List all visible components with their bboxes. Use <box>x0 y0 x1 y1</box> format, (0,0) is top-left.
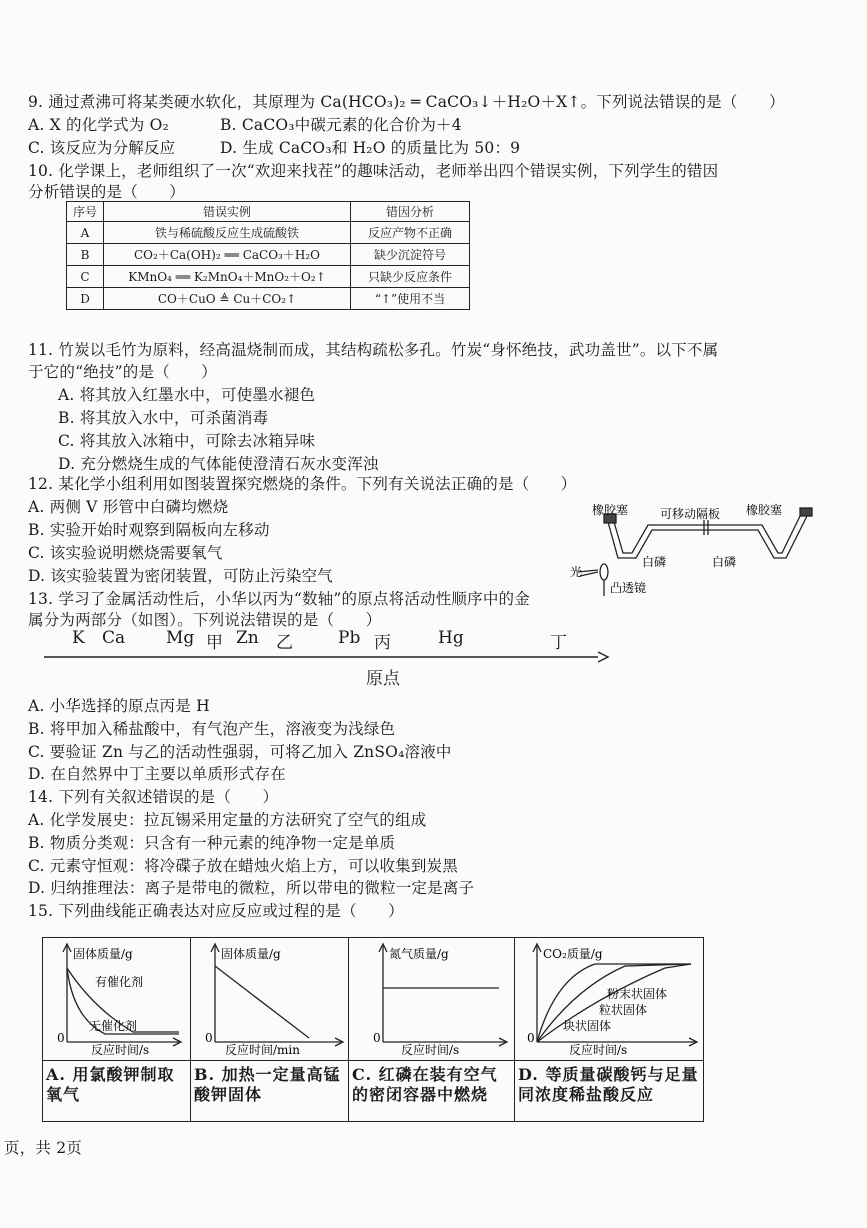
svg-text:固体质量/g: 固体质量/g <box>221 947 281 961</box>
axis-label: 丁 <box>550 633 567 653</box>
svg-text:反应时间/s: 反应时间/s <box>91 1043 150 1057</box>
graph-b <box>191 938 349 1060</box>
label-convex-lens: 凸透镜 <box>610 581 647 595</box>
table-cell: C <box>67 266 104 288</box>
page-footer: 页，共 2页 <box>4 1139 82 1157</box>
q13-option-b: B. 将甲加入稀盐酸中，有气泡产生，溶液变为浅绿色 <box>28 720 396 738</box>
svg-text:粉末状固体: 粉末状固体 <box>607 987 668 1001</box>
svg-text:0: 0 <box>527 1031 535 1045</box>
q10-stem-cont: 分析错误的是（ ） <box>28 183 186 201</box>
graph-c <box>349 938 515 1060</box>
graph-d-caption: D. 等质量碳酸钙与足量同浓度稀盐酸反应 <box>515 1060 703 1121</box>
q9-option-d: D. 生成 CaCO₃和 H₂O 的质量比为 50：9 <box>220 139 521 157</box>
q9-option-c: C. 该反应为分解反应 <box>28 139 176 157</box>
origin-label: 原点 <box>366 669 400 689</box>
q12-option-b: B. 实验开始时观察到隔板向左移动 <box>28 521 270 539</box>
axis-label: K <box>72 628 85 648</box>
svg-text:0: 0 <box>373 1031 381 1045</box>
table-cell: 缺少沉淀符号 <box>351 244 470 266</box>
svg-text:块状固体: 块状固体 <box>563 1019 612 1033</box>
label-stopper-left: 橡胶塞 <box>592 503 629 517</box>
q11-option-d: D. 充分燃烧生成的气体能使澄清石灰水变浑浊 <box>58 455 379 473</box>
svg-text:反应时间/min: 反应时间/min <box>225 1043 300 1057</box>
svg-text:无催化剂: 无催化剂 <box>89 1019 138 1033</box>
graph-b-caption: B. 加热一定量高锰酸钾固体 <box>191 1060 349 1121</box>
graph-d <box>515 938 703 1060</box>
label-white-phosphorus-left: 白磷 <box>642 555 667 569</box>
q13-option-c: C. 要验证 Zn 与乙的活动性强弱，可将乙加入 ZnSO₄溶液中 <box>28 743 452 761</box>
table-row <box>67 288 470 310</box>
q13-option-a: A. 小华选择的原点丙是 H <box>28 697 210 715</box>
table-cell: KMnO₄ ══ K₂MnO₄＋MnO₂＋O₂↑ <box>104 266 351 288</box>
axis-label: Hg <box>438 628 464 648</box>
q15-graph-grid <box>42 937 704 1122</box>
q11-stem-cont: 于它的“绝技”的是（ ） <box>28 363 217 381</box>
table-cell: B <box>67 244 104 266</box>
q11-option-a: A. 将其放入红墨水中，可使墨水褪色 <box>58 386 316 404</box>
axis-label: 丙 <box>374 633 391 653</box>
q11-option-b: B. 将其放入水中，可杀菌消毒 <box>58 409 269 427</box>
svg-text:0: 0 <box>57 1031 65 1045</box>
q14-option-d: D. 归纳推理法：离子是带电的微粒，所以带电的微粒一定是离子 <box>28 879 475 897</box>
label-light: 光 <box>570 565 583 579</box>
label-stopper-right: 橡胶塞 <box>746 503 783 517</box>
axis-label: Zn <box>236 628 259 648</box>
svg-text:0: 0 <box>205 1031 213 1045</box>
q15-stem: 15. 下列曲线能正确表达对应反应或过程的是（ ） <box>28 902 404 920</box>
graph-a-caption: A. 用氯酸钾制取氧气 <box>43 1060 191 1121</box>
svg-text:反应时间/s: 反应时间/s <box>569 1043 628 1057</box>
svg-text:有催化剂: 有催化剂 <box>95 975 144 989</box>
axis-label: 甲 <box>206 633 223 653</box>
axis-label: Pb <box>338 628 361 648</box>
table-cell: 铁与稀硫酸反应生成硫酸铁 <box>104 222 351 244</box>
table-header: 错误实例 <box>104 202 351 222</box>
svg-text:氮气质量/g: 氮气质量/g <box>389 947 449 961</box>
svg-text:反应时间/s: 反应时间/s <box>401 1043 460 1057</box>
axis-label: Ca <box>102 628 126 648</box>
q14-option-a: A. 化学发展史：拉瓦锡采用定量的方法研究了空气的组成 <box>28 811 427 829</box>
table-header: 错因分析 <box>351 202 470 222</box>
table-cell: A <box>67 222 104 244</box>
q12-option-d: D. 该实验装置为密闭装置，可防止污染空气 <box>28 567 333 585</box>
q9-option-b: B. CaCO₃中碳元素的化合价为＋4 <box>220 116 462 134</box>
table-cell: 只缺少反应条件 <box>351 266 470 288</box>
q10-stem: 10. 化学课上，老师组织了一次“欢迎来找茬”的趣味活动，老师举出四个错误实例，下列学生的错因 <box>28 162 719 180</box>
q14-option-b: B. 物质分类观：只含有一种元素的纯净物一定是单质 <box>28 834 396 852</box>
q12-option-a: A. 两侧 V 形管中白磷均燃烧 <box>28 498 229 516</box>
axis-label: 乙 <box>276 633 293 653</box>
table-header: 序号 <box>67 202 104 222</box>
q14-stem: 14. 下列有关叙述错误的是（ ） <box>28 788 279 806</box>
table-cell: CO₂＋Ca(OH)₂ ══ CaCO₃＋H₂O <box>104 244 351 266</box>
svg-text:粒状固体: 粒状固体 <box>599 1003 648 1017</box>
axis-label: Mg <box>166 628 195 648</box>
table-cell: “↑”使用不当 <box>351 288 470 310</box>
svg-text:固体质量/g: 固体质量/g <box>73 947 133 961</box>
table-cell: CO＋CuO ≜ Cu＋CO₂↑ <box>104 288 351 310</box>
label-white-phosphorus-right: 白磷 <box>712 555 737 569</box>
table-row <box>67 266 470 288</box>
combustion-apparatus-figure <box>568 500 858 600</box>
q13-stem-cont: 属分为两部分（如图）。下列说法错误的是（ ） <box>28 611 382 629</box>
q12-option-c: C. 该实验说明燃烧需要氧气 <box>28 544 223 562</box>
q11-option-c: C. 将其放入冰箱中，可除去冰箱异味 <box>58 432 316 450</box>
number-line <box>40 650 610 664</box>
q12-stem: 12. 某化学小组利用如图装置探究燃烧的条件。下列有关说法正确的是（ ） <box>28 475 577 493</box>
label-partition: 可移动隔板 <box>660 507 721 521</box>
q14-option-c: C. 元素守恒观：将冷碟子放在蜡烛火焰上方，可以收集到炭黑 <box>28 857 458 875</box>
svg-text:CO₂质量/g: CO₂质量/g <box>543 947 603 961</box>
q11-stem: 11. 竹炭以毛竹为原料，经高温烧制而成，其结构疏松多孔。竹炭“身怀绝技，武功盖世”。以下不属 <box>28 341 719 359</box>
q13-stem: 13. 学习了金属活动性后，小华以丙为“数轴”的原点将活动性顺序中的金 <box>28 590 530 608</box>
q9-option-a: A. X 的化学式为 O₂ <box>28 116 169 134</box>
graph-a <box>43 938 191 1060</box>
graph-c-caption: C. 红磷在装有空气的密闭容器中燃烧 <box>349 1060 515 1121</box>
table-row <box>67 222 470 244</box>
table-row <box>67 244 470 266</box>
metal-activity-axis <box>40 628 610 698</box>
q10-error-table <box>66 201 470 310</box>
q13-option-d: D. 在自然界中丁主要以单质形式存在 <box>28 765 286 783</box>
table-cell: 反应产物不正确 <box>351 222 470 244</box>
table-cell: D <box>67 288 104 310</box>
q9-stem: 9. 通过煮沸可将某类硬水软化，其原理为 Ca(HCO₃)₂ ═ CaCO₃↓＋H₂O＋X↑。下列说法错误的是（ ） <box>28 93 785 111</box>
